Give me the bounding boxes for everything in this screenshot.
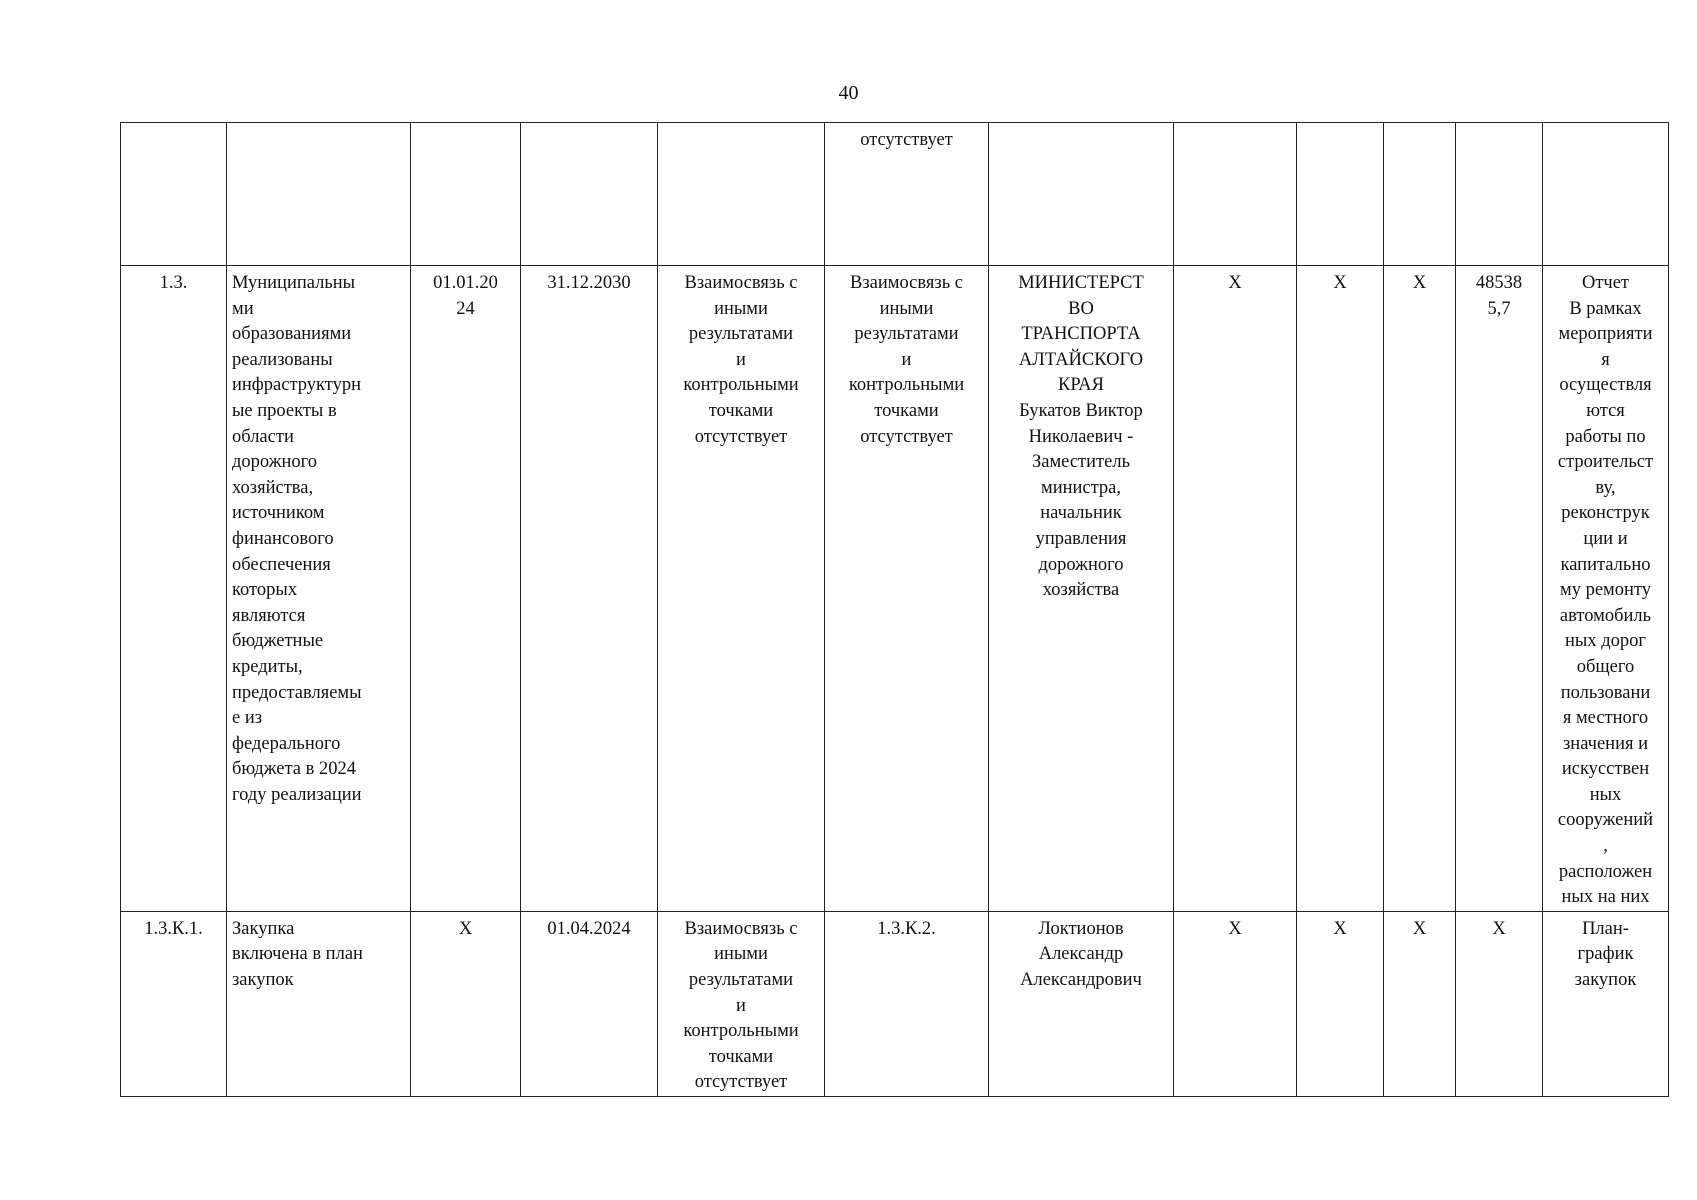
cell-document: План- график закупок <box>1543 911 1669 1096</box>
cell-amount <box>1456 123 1543 266</box>
cell-number <box>121 123 227 266</box>
cell-amount: X <box>1456 911 1543 1096</box>
table-row-1-3-k-1 <box>121 911 1669 1096</box>
cell-document: Отчет В рамках мероприяти я осуществля ются работы по строительст ву, реконструк ции и капитально му ремонту автомобиль ных дорог общего пользовани я местного значения и искусствен ных сооружений , расположен ных на них <box>1543 266 1669 912</box>
cell-end-date: 01.04.2024 <box>521 911 658 1096</box>
cell-col-8 <box>1174 123 1297 266</box>
cell-col-9 <box>1297 123 1384 266</box>
cell-col-10: X <box>1384 266 1456 912</box>
cell-end-date: 31.12.2030 <box>521 266 658 912</box>
table-row-continued <box>121 123 1669 266</box>
cell-col-9: X <box>1297 911 1384 1096</box>
cell-number: 1.3.К.1. <box>121 911 227 1096</box>
cell-responsible <box>989 123 1174 266</box>
cell-col-10 <box>1384 123 1456 266</box>
page-number: 40 <box>838 82 859 104</box>
cell-col-9: X <box>1297 266 1384 912</box>
cell-successor: отсутствует <box>825 123 989 266</box>
cell-responsible: Локтионов Александр Александрович <box>989 911 1174 1096</box>
cell-document <box>1543 123 1669 266</box>
cell-start-date <box>411 123 521 266</box>
cell-result-name <box>227 123 411 266</box>
table-row-1-3 <box>121 266 1669 912</box>
cell-predecessor: Взаимосвязь с иными результатами и контрольными точками отсутствует <box>658 266 825 912</box>
cell-start-date: X <box>411 911 521 1096</box>
cell-result-name: Закупка включена в план закупок <box>227 911 411 1096</box>
cell-end-date <box>521 123 658 266</box>
cell-predecessor <box>658 123 825 266</box>
cell-col-8: X <box>1174 911 1297 1096</box>
cell-col-10: X <box>1384 911 1456 1096</box>
cell-predecessor: Взаимосвязь с иными результатами и контрольными точками отсутствует <box>658 911 825 1096</box>
cell-successor: 1.3.К.2. <box>825 911 989 1096</box>
cell-successor: Взаимосвязь с иными результатами и контрольными точками отсутствует <box>825 266 989 912</box>
cell-result-name: Муниципальны ми образованиями реализованы инфраструктурн ые проекты в области дорожного хозяйства, источником финансового обеспечения которых являются бюджетные кредиты, предоставляемы е из федерального бюджета в 2024 году реализации <box>227 266 411 912</box>
cell-responsible: МИНИСТЕРСТ ВО ТРАНСПОРТА АЛТАЙСКОГО КРАЯ Букатов Виктор Николаевич - Заместитель министра, начальник управления дорожного хозяйства <box>989 266 1174 912</box>
plan-table <box>120 122 1669 1097</box>
cell-amount: 48538 5,7 <box>1456 266 1543 912</box>
cell-col-8: X <box>1174 266 1297 912</box>
cell-start-date: 01.01.20 24 <box>411 266 521 912</box>
cell-number: 1.3. <box>121 266 227 912</box>
